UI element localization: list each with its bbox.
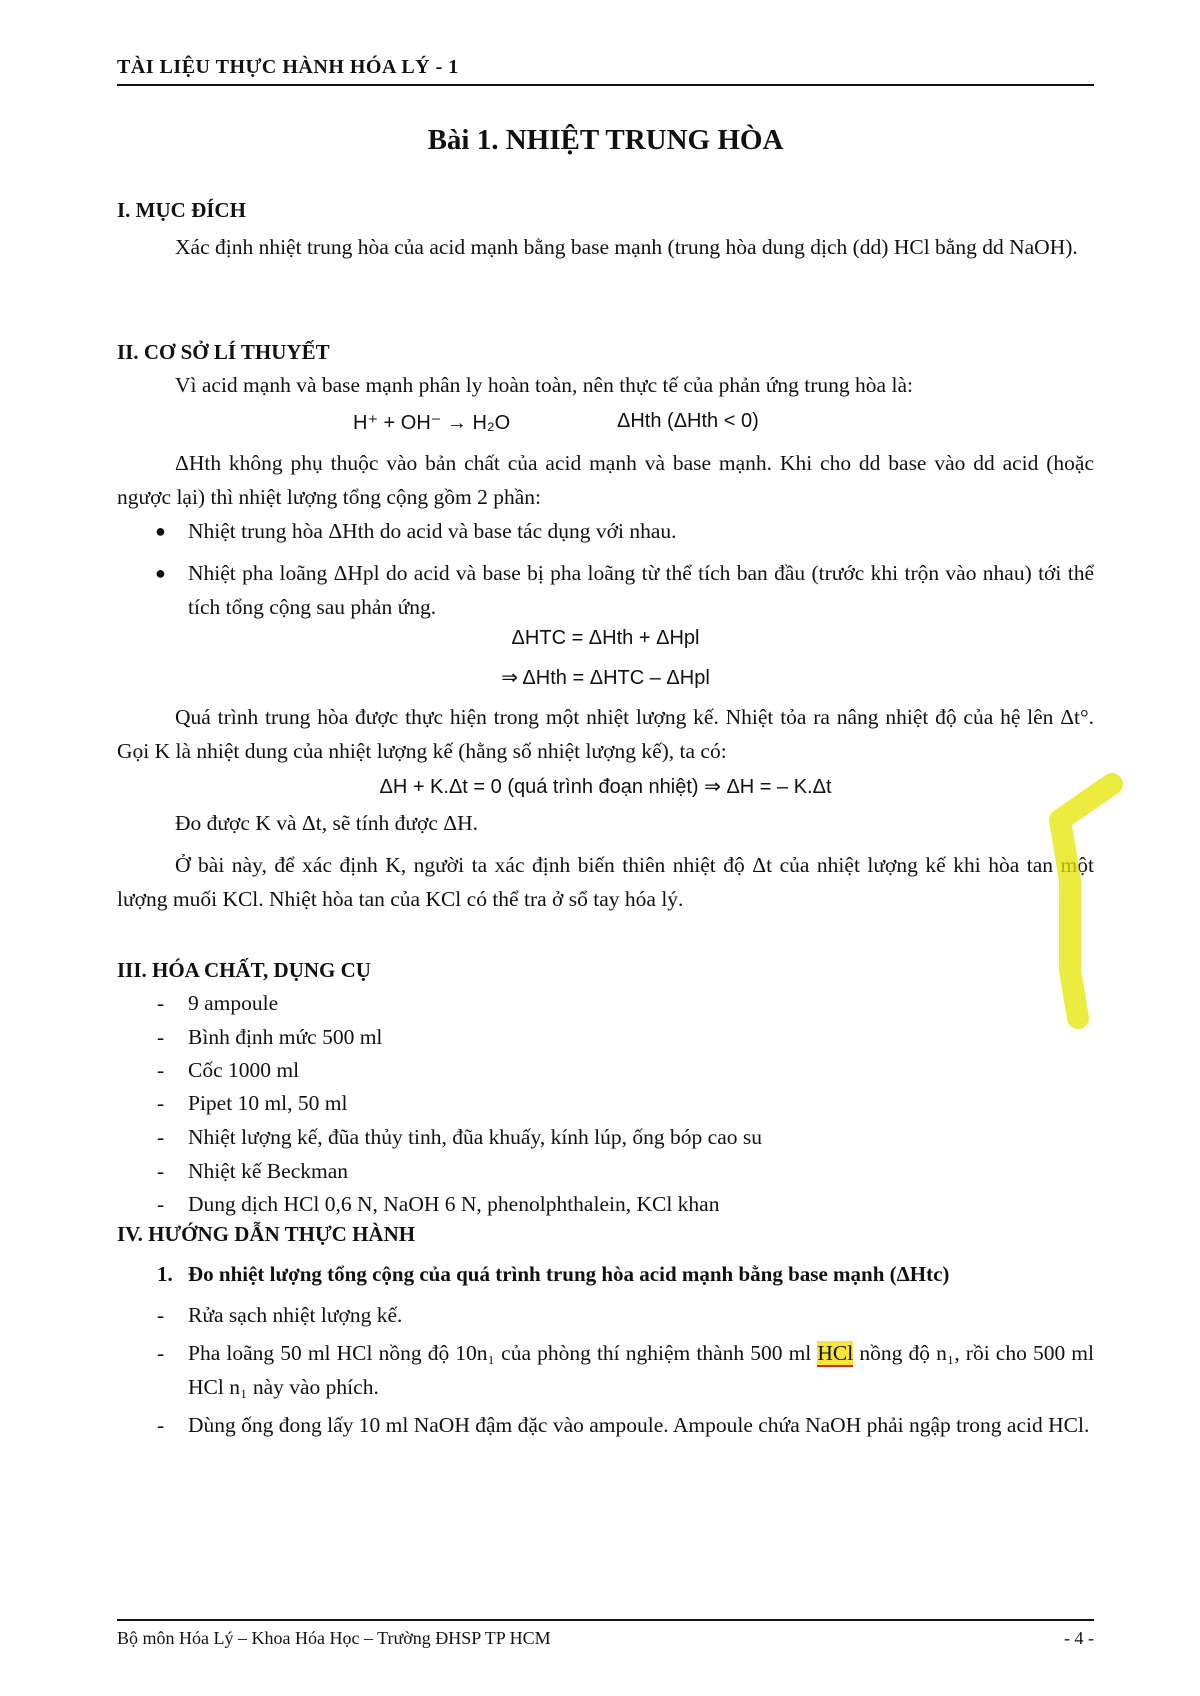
- step-text-part: nồng độ n₁, rồi cho 500 ml HCl n₁ này vào phích.: [188, 1341, 1094, 1399]
- list-item-text: Nhiệt lượng kế, đũa thủy tinh, đũa khuấy, kính lúp, ống bóp cao su: [188, 1125, 762, 1149]
- section-2-heading: II. CƠ SỞ LÍ THUYẾT: [117, 340, 330, 364]
- equation-reaction: H⁺ + OH⁻ → H₂O: [353, 412, 511, 434]
- running-header: TÀI LIỆU THỰC HÀNH HÓA LÝ - 1: [117, 56, 459, 78]
- dash-marker: -: [157, 1125, 165, 1149]
- dash-marker: -: [157, 1058, 165, 1082]
- list-item-text: Bình định mức 500 ml: [188, 1025, 383, 1049]
- dash-marker: -: [157, 1025, 165, 1049]
- highlighter-mark: [1040, 770, 1130, 1030]
- bullet-icon: ●: [155, 563, 166, 583]
- subsection-number: 1.: [157, 1262, 173, 1286]
- dash-marker: -: [157, 1303, 165, 1327]
- bullet-item-neutralization-heat: [117, 514, 1094, 548]
- step-text: Dùng ống đong lấy 10 ml NaOH đậm đặc vào ampoule. Ampoule chứa NaOH phải ngập trong acid HCl.: [188, 1413, 1090, 1437]
- section-2-intro: Vì acid mạnh và base mạnh phân ly hoàn toàn, nên thực tế của phản ứng trung hòa là:: [175, 373, 913, 397]
- list-item-text: Nhiệt kế Beckman: [188, 1159, 349, 1183]
- list-item: [117, 1086, 1094, 1120]
- equation-neutralization-derived: ⇒ ΔHth = ΔHTC – ΔHpl: [501, 667, 710, 689]
- list-item: [117, 1187, 1094, 1221]
- subsection-1-heading: [117, 1262, 1094, 1287]
- dash-marker: -: [157, 1413, 165, 1437]
- section-1-heading: I. MỤC ĐÍCH: [117, 198, 246, 222]
- list-item-text: Dung dịch HCl 0,6 N, NaOH 6 N, phenolphthalein, KCl khan: [188, 1192, 720, 1216]
- step-text: Rửa sạch nhiệt lượng kế.: [188, 1303, 403, 1327]
- page-number: - 4 -: [1064, 1628, 1094, 1648]
- list-item-text: 9 ampoule: [188, 991, 279, 1015]
- section-3-heading: III. HÓA CHẤT, DỤNG CỤ: [117, 958, 371, 982]
- equation-adiabatic: ΔH + K.Δt = 0 (quá trình đoạn nhiệt) ⇒ ΔH = – K.Δt: [379, 776, 832, 798]
- dash-marker: -: [157, 1341, 165, 1365]
- step-text: [188, 1336, 1094, 1404]
- bullet-icon: ●: [155, 521, 166, 541]
- section-1-text: Xác định nhiệt trung hòa của acid mạnh bằng base mạnh (trung hòa dung dịch (dd) HCl bằng dd NaOH).: [175, 235, 1078, 259]
- list-item: [117, 1154, 1094, 1188]
- equation-total-heat: ΔHTC = ΔHth + ΔHpl: [511, 627, 700, 649]
- step-item: [117, 1336, 1094, 1404]
- bullet-text: Nhiệt pha loãng ΔHpl do acid và base bị pha loãng từ thể tích ban đầu (trước khi trộn vào nhau) tới thể tích tổng cộng sau phản ứng.: [188, 561, 1094, 619]
- section-2-paragraph-4: Đo được K và Δt, sẽ tính được ΔH.: [175, 811, 478, 835]
- footer-rule: [117, 1619, 1094, 1621]
- dash-marker: -: [157, 1159, 165, 1183]
- dash-marker: -: [157, 1091, 165, 1115]
- dash-marker: -: [157, 1192, 165, 1216]
- list-item-text: Pipet 10 ml, 50 ml: [188, 1091, 348, 1115]
- list-item: [117, 1053, 1094, 1087]
- footer-department: Bộ môn Hóa Lý – Khoa Hóa Học – Trường ĐHSP TP HCM: [117, 1628, 551, 1648]
- page-title: Bài 1. NHIỆT TRUNG HÒA: [427, 124, 784, 156]
- dash-marker: -: [157, 991, 165, 1015]
- section-2-paragraph-2: ΔHth không phụ thuộc vào bản chất của acid mạnh và base mạnh. Khi cho dd base vào dd acid (hoặc ngược lại) thì nhiệt lượng tổng cộng gồm 2 phần:: [117, 451, 1094, 509]
- list-item: [117, 1020, 1094, 1054]
- list-item: [117, 986, 1094, 1020]
- bullet-text: Nhiệt trung hòa ΔHth do acid và base tác dụng với nhau.: [188, 519, 677, 543]
- header-rule: [117, 84, 1094, 86]
- section-2-paragraph-5: Ở bài này, để xác định K, người ta xác định biến thiên nhiệt độ Δt của nhiệt lượng kế khi hòa tan một lượng muối KCl. Nhiệt hòa tan của KCl có thể tra ở sổ tay hóa lý.: [117, 853, 1094, 911]
- list-item-text: Cốc 1000 ml: [188, 1058, 300, 1082]
- equation-enthalpy: ΔHth (ΔHth < 0): [617, 410, 759, 432]
- step-item: [117, 1298, 1094, 1332]
- bullet-item-dilution-heat: [117, 556, 1094, 624]
- step-text-part: Pha loãng 50 ml HCl nồng độ 10n₁ của phòng thí nghiệm thành 500 ml: [188, 1341, 818, 1365]
- section-4-heading: IV. HƯỚNG DẪN THỰC HÀNH: [117, 1222, 416, 1246]
- subsection-title: Đo nhiệt lượng tổng cộng của quá trình trung hòa acid mạnh bằng base mạnh (ΔHtc): [188, 1262, 950, 1286]
- step-item: [117, 1408, 1094, 1442]
- section-2-paragraph-3: Quá trình trung hòa được thực hiện trong một nhiệt lượng kế. Nhiệt tỏa ra nâng nhiệt độ của hệ lên Δt°. Gọi K là nhiệt dung của nhiệt lượng kế (hằng số nhiệt lượng kế), ta có:: [117, 705, 1094, 763]
- list-item: [117, 1120, 1094, 1154]
- highlighted-text: HCl: [817, 1341, 854, 1365]
